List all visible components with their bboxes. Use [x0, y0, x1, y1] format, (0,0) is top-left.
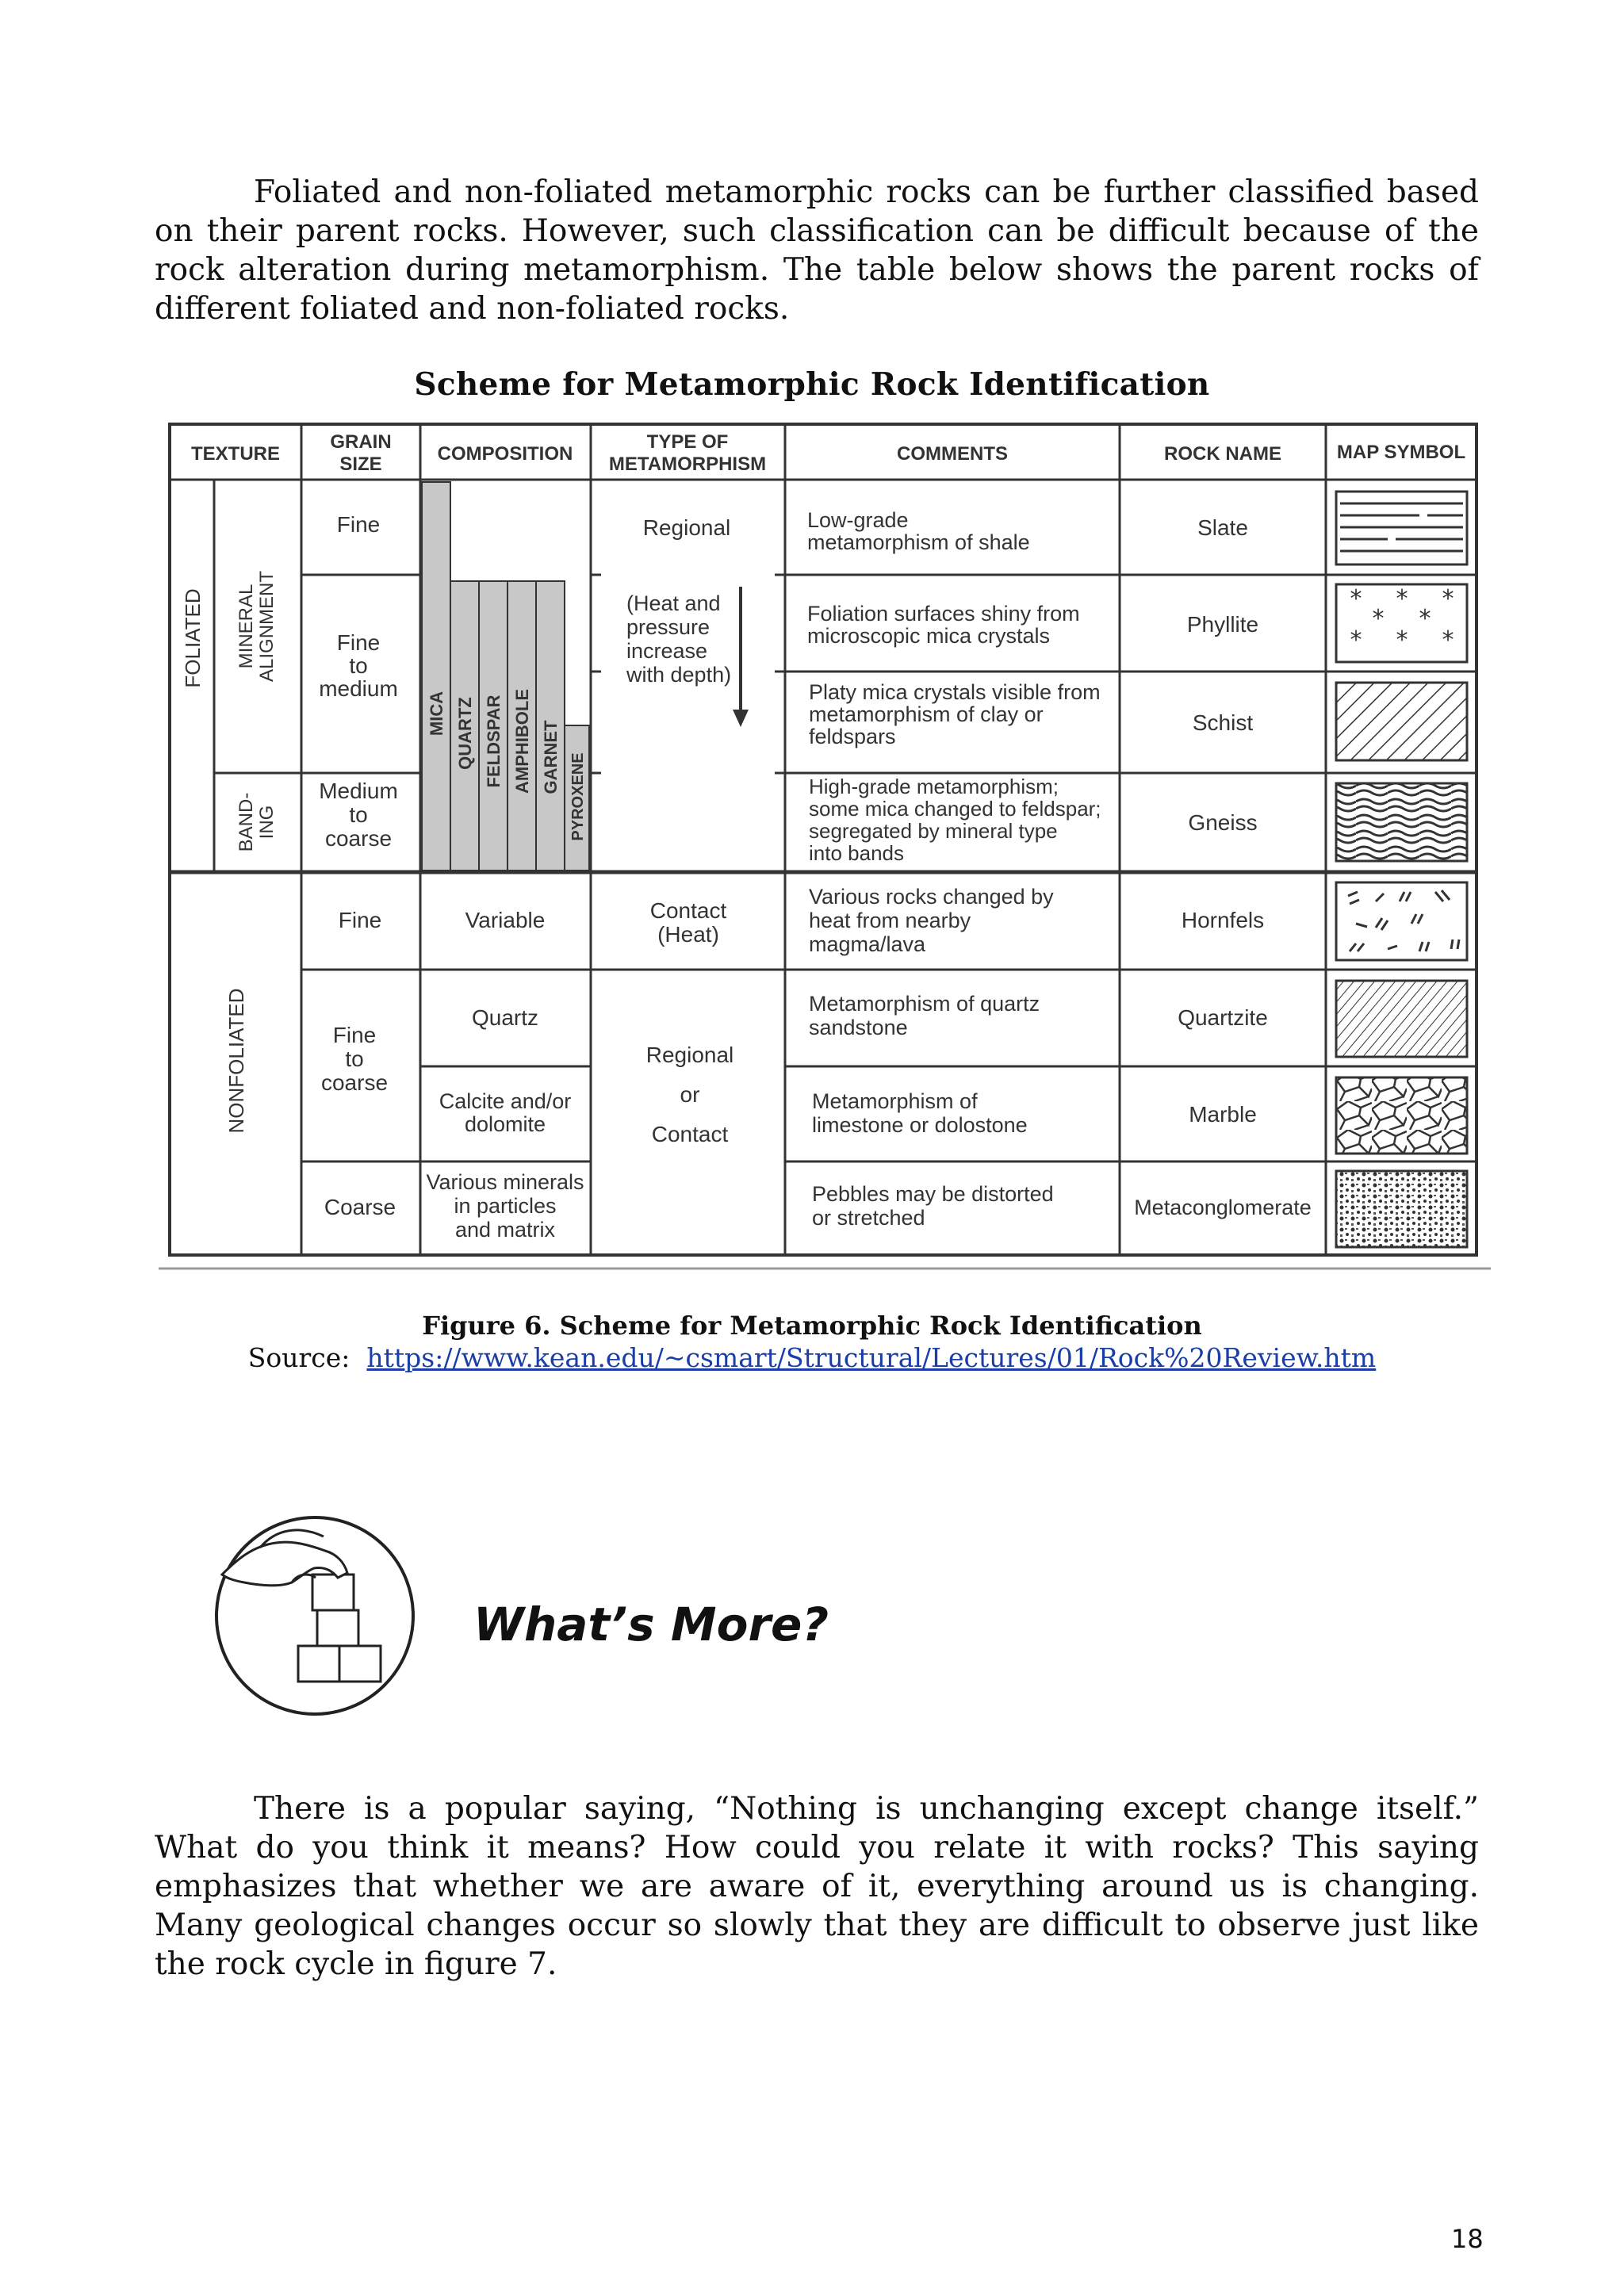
mineral-pyroxene: PYROXENE: [569, 752, 587, 841]
texture-nonfoliated: NONFOLIATED: [224, 988, 248, 1134]
mica-bar: [422, 482, 450, 871]
page-number: 18: [1451, 2224, 1484, 2254]
grain-fine-2: Fine: [338, 908, 382, 932]
intro-paragraph: [155, 173, 1479, 328]
type-heat-4: with depth): [626, 663, 732, 687]
source-link[interactable]: https://www.kean.edu/~csmart/Structural/Lectures/01/Rock%20Review.htm: [366, 1342, 1377, 1373]
comment-marble-2: limestone or dolostone: [812, 1113, 1028, 1137]
schist-symbol: [1336, 683, 1467, 760]
type-heat-2: pressure: [626, 615, 710, 639]
quartzite-symbol: [1336, 981, 1467, 1057]
comment-gneiss-4: into bands: [809, 841, 904, 865]
svg-text:*: *: [1419, 605, 1431, 633]
header-texture: TEXTURE: [190, 443, 281, 465]
svg-text:*: *: [1396, 585, 1408, 613]
slate-symbol: [1336, 492, 1467, 564]
header-comments: COMMENTS: [897, 443, 1008, 465]
comment-quartzite-1: Metamorphism of quartz: [809, 992, 1040, 1016]
rock-name-quartzite: Quartzite: [1178, 1005, 1268, 1030]
rock-name-marble: Marble: [1189, 1102, 1257, 1127]
figure-source: [0, 1342, 1624, 1373]
grain-fine-medium-1: Fine: [336, 630, 381, 655]
comment-gneiss-1: High-grade metamorphism;: [809, 775, 1059, 798]
hand-stacking-blocks-icon: [205, 1497, 425, 1717]
header-grain-2: SIZE: [339, 453, 382, 475]
comment-gneiss-2: some mica changed to feldspar;: [809, 797, 1101, 821]
whats-more-paragraph: [155, 1789, 1479, 1984]
comment-quartzite-2: sandstone: [809, 1016, 908, 1039]
mineral-mica: MICA: [427, 691, 446, 737]
grain-fine-coarse-2: to: [345, 1047, 364, 1071]
type-heat-3: increase: [626, 639, 708, 663]
intro-paragraph-text: Foliated and non-foliated metamorphic rocks can be further classified based on their parent rocks. However, such classification can be difficult because of the rock alteration during metamorphism. The table below shows the parent rocks of different foliated and non-foliated rocks.: [155, 174, 1479, 327]
composition-various-3: and matrix: [454, 1218, 556, 1242]
composition-various-2: in particles: [454, 1194, 557, 1218]
texture-mineral-2: ALIGNMENT: [256, 570, 278, 683]
svg-text:*: *: [1350, 585, 1362, 613]
grain-fine-coarse-3: coarse: [320, 1070, 389, 1095]
hornfels-symbol: [1336, 882, 1467, 960]
figure-title: Scheme for Metamorphic Rock Identification: [414, 366, 1210, 403]
texture-band-1: BAND-: [236, 792, 257, 852]
type-regional: Regional: [642, 515, 731, 540]
mineral-amphibole: AMPHIBOLE: [512, 689, 532, 794]
figure-caption: Figure 6. Scheme for Metamorphic Rock Identification: [422, 1311, 1202, 1341]
grain-fine-coarse-1: Fine: [332, 1023, 377, 1047]
comment-slate-2: metamorphism of shale: [807, 530, 1030, 554]
rock-name-hornfels: Hornfels: [1181, 908, 1265, 932]
svg-text:*: *: [1442, 585, 1454, 613]
comment-metaconglomerate-1: Pebbles may be distorted: [812, 1182, 1054, 1206]
rock-name-phyllite: Phyllite: [1186, 612, 1259, 637]
type-roc-2: or: [680, 1082, 700, 1107]
texture-band-2: ING: [256, 805, 278, 840]
metamorphic-rock-table: [151, 416, 1491, 1288]
texture-mineral-1: MINERAL: [236, 584, 257, 669]
header-rock-name: ROCK NAME: [1164, 443, 1281, 465]
mineral-composition-bars: [422, 482, 589, 871]
rock-name-slate: Slate: [1197, 515, 1248, 540]
type-heat-1: (Heat and: [626, 591, 721, 615]
comment-slate-1: Low-grade: [807, 508, 909, 532]
composition-calcite-1: Calcite and/or: [439, 1089, 572, 1113]
composition-various-1: Various minerals: [426, 1170, 584, 1194]
comment-schist-3: feldspars: [809, 725, 896, 748]
mineral-feldspar: FELDSPAR: [484, 695, 504, 788]
grain-medium-coarse-1: Medium: [319, 779, 398, 803]
grain-medium-coarse-2: to: [349, 802, 368, 827]
comment-metaconglomerate-2: or stretched: [812, 1206, 925, 1230]
svg-text:*: *: [1372, 605, 1385, 633]
metaconglomerate-symbol: [1336, 1171, 1467, 1247]
type-roc-3: Contact: [651, 1122, 729, 1146]
texture-foliated: FOLIATED: [181, 588, 205, 688]
type-roc-1: Regional: [645, 1043, 734, 1067]
header-grain-1: GRAIN: [330, 431, 392, 453]
gneiss-symbol: [1336, 783, 1467, 861]
grain-medium-coarse-3: coarse: [324, 826, 393, 851]
rock-name-schist: Schist: [1192, 710, 1254, 735]
svg-text:*: *: [1442, 626, 1454, 654]
composition-variable: Variable: [465, 908, 546, 932]
comment-hornfels-3: magma/lava: [809, 932, 926, 956]
depth-arrow-icon: [733, 587, 749, 727]
header-map-symbol: MAP SYMBOL: [1336, 442, 1466, 463]
type-contact-2: (Heat): [657, 922, 719, 947]
type-contact-1: Contact: [649, 898, 727, 923]
phyllite-symbol: [1336, 584, 1467, 662]
comment-hornfels-2: heat from nearby: [809, 909, 971, 932]
rock-name-metaconglomerate: Metaconglomerate: [1134, 1196, 1312, 1219]
marble-symbol: [1336, 1077, 1467, 1154]
composition-calcite-2: dolomite: [464, 1112, 546, 1136]
comment-hornfels-1: Various rocks changed by: [809, 885, 1054, 909]
comment-marble-1: Metamorphism of: [812, 1089, 978, 1113]
comment-schist-1: Platy mica crystals visible from: [809, 680, 1101, 704]
grain-fine: Fine: [336, 512, 381, 537]
whats-more-paragraph-text: There is a popular saying, “Nothing is unchanging except change itself.” What do you think it means? How could you relate it with rocks? This saying emphasizes that whether we are aware of it, everything around us is changing. Many geological changes occur so slowly that they are difficult to observe just like the rock cycle in figure 7.: [155, 1791, 1479, 1982]
rock-name-gneiss: Gneiss: [1188, 810, 1258, 835]
header-composition: COMPOSITION: [437, 443, 573, 465]
header-type-1: TYPE OF: [646, 431, 729, 453]
svg-text:*: *: [1396, 626, 1408, 654]
svg-text:*: *: [1350, 626, 1362, 654]
composition-quartz: Quartz: [471, 1005, 539, 1030]
grain-coarse: Coarse: [324, 1195, 396, 1219]
comment-schist-2: metamorphism of clay or: [809, 702, 1044, 726]
comment-phyllite-1: Foliation surfaces shiny from: [807, 602, 1080, 626]
mineral-quartz: QUARTZ: [455, 697, 475, 770]
section-title: What’s More?: [473, 1598, 829, 1651]
grain-fine-medium-3: medium: [319, 676, 398, 701]
source-label: Source:: [247, 1342, 350, 1373]
header-type-2: METAMORPHISM: [608, 453, 767, 475]
mineral-garnet: GARNET: [541, 720, 561, 794]
grain-fine-medium-2: to: [349, 653, 368, 678]
comment-gneiss-3: segregated by mineral type: [809, 819, 1058, 843]
comment-phyllite-2: microscopic mica crystals: [807, 624, 1051, 648]
